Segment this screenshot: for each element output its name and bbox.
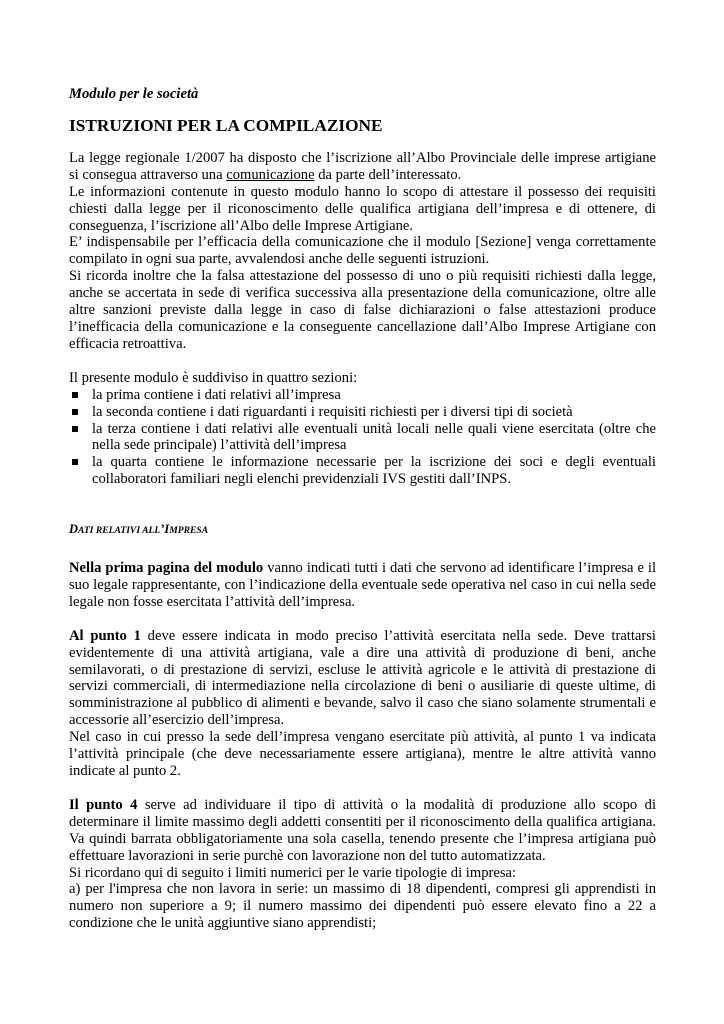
square-bullet-icon	[72, 409, 78, 415]
sections-list	[69, 387, 656, 488]
module-label: Modulo per le società	[69, 86, 199, 102]
intro-paragraph-4: Si ricorda inoltre che la falsa attestazione del possesso di uno o più requisiti richiesti dalla legge, anche se accertata in sede di verifica successiva alla presentazione della comunicazione, oltre alle altre sanzioni previste dalla legge in caso di false dichiarazioni o false attestazioni produce l’inefficacia della comunicazione e la conseguente cancellazione dall’Albo Imprese Artigiane con efficacia retroattiva.	[69, 268, 656, 352]
limits-intro: Si ricordano qui di seguito i limiti numerici per le varie tipologie di impresa:	[69, 864, 517, 881]
comunicazione-underlined: comunicazione	[226, 166, 315, 183]
square-bullet-icon	[72, 459, 78, 465]
square-bullet-icon	[72, 392, 78, 398]
limit-a-paragraph: a) per l'impresa che non lavora in serie: un massimo di 18 dipendenti, compresi gli apprendisti in numero non superiore a 9; il numero massimo dei dipendenti può essere elevato fino a 22 a condizione che le unità aggiuntive siano apprendisti;	[69, 881, 656, 932]
first-page-paragraph: Nella prima pagina del modulo vanno indicati tutti i dati che servono ad identificare l’impresa e il suo legale rappresentante, con l’indicazione della eventuale sede operativa nel caso in cui nella sede legale non fosse esercitata l’attività dell’impresa.	[69, 560, 656, 610]
punto-4-paragraph: Il punto 4 serve ad individuare il tipo di attività o la modalità di produzione allo scopo di determinare il limite massimo degli addetti consentiti per il riconoscimento della qualifica artigiana. Va quindi barrata obbligatoriamente una sola casella, tenendo presente che l’impresa artigiana può effettuare lavorazioni in serie purchè con lavorazione non del tutto automatizzata.	[69, 796, 656, 864]
list-item: la prima contiene i dati relativi all’impresa	[69, 387, 656, 404]
intro-paragraph-3: E’ indispensabile per l’efficacia della comunicazione che il modulo [Sezione] venga correttamente compilato in ogni sua parte, avvalendosi anche delle seguenti istruzioni.	[69, 234, 656, 268]
square-bullet-icon	[72, 426, 78, 432]
intro-paragraph-1: La legge regionale 1/2007 ha disposto che l’iscrizione all’Albo Provinciale delle imprese artigiane si consegua attraverso una comunicazione da parte dell’interessato.	[69, 149, 656, 183]
punto-1-paragraph: Al punto 1 deve essere indicata in modo preciso l’attività esercitata nella sede. Deve trattarsi evidentemente di una attività artigiana, vale a dire una attività di produzione di beni, anche semilavorati, o di prestazione di servizi, escluse le attività agricole e le attività di prestazione di servizi commerciali, di intermediazione nella circolazione di beni o ausiliarie di queste ultime, di somministrazione al pubblico di alimenti e bevande, salvo il caso che siano solamente strumentali e accessorie all’esercizio dell’impresa.	[69, 627, 656, 729]
sections-intro: Il presente modulo è suddiviso in quattro sezioni:	[69, 369, 358, 386]
page-title: ISTRUZIONI PER LA COMPILAZIONE	[69, 115, 383, 135]
list-item: la quarta contiene le informazione necessarie per la iscrizione dei soci e degli eventuali collaboratori familiari negli elenchi previdenziali IVS gestiti dall’INPS.	[69, 454, 656, 488]
punto-1-more-paragraph: Nel caso in cui presso la sede dell’impresa vengano esercitate più attività, al punto 1 va indicata l’attività principale (che deve necessariamente essere artigiana), mentre le altre attività vanno indicate al punto 2.	[69, 729, 656, 779]
section-heading-company-data: DATI RELATIVI ALL’IMPRESA	[69, 522, 209, 537]
list-item: la terza contiene i dati relativi alle eventuali unità locali nelle quali viene esercitata (oltre che nella sede principale) l’attività dell’impresa	[69, 421, 656, 455]
intro-paragraph-2: Le informazioni contenute in questo modulo hanno lo scopo di attestare il possesso dei requisiti chiesti dalla legge per il riconoscimento delle qualifica artigiana dell’impresa e di ottenere, di conseguenza, l’iscrizione all’Albo delle Imprese Artigiane.	[69, 183, 656, 234]
list-item: la seconda contiene i dati riguardanti i requisiti richiesti per i diversi tipi di società	[69, 404, 656, 421]
